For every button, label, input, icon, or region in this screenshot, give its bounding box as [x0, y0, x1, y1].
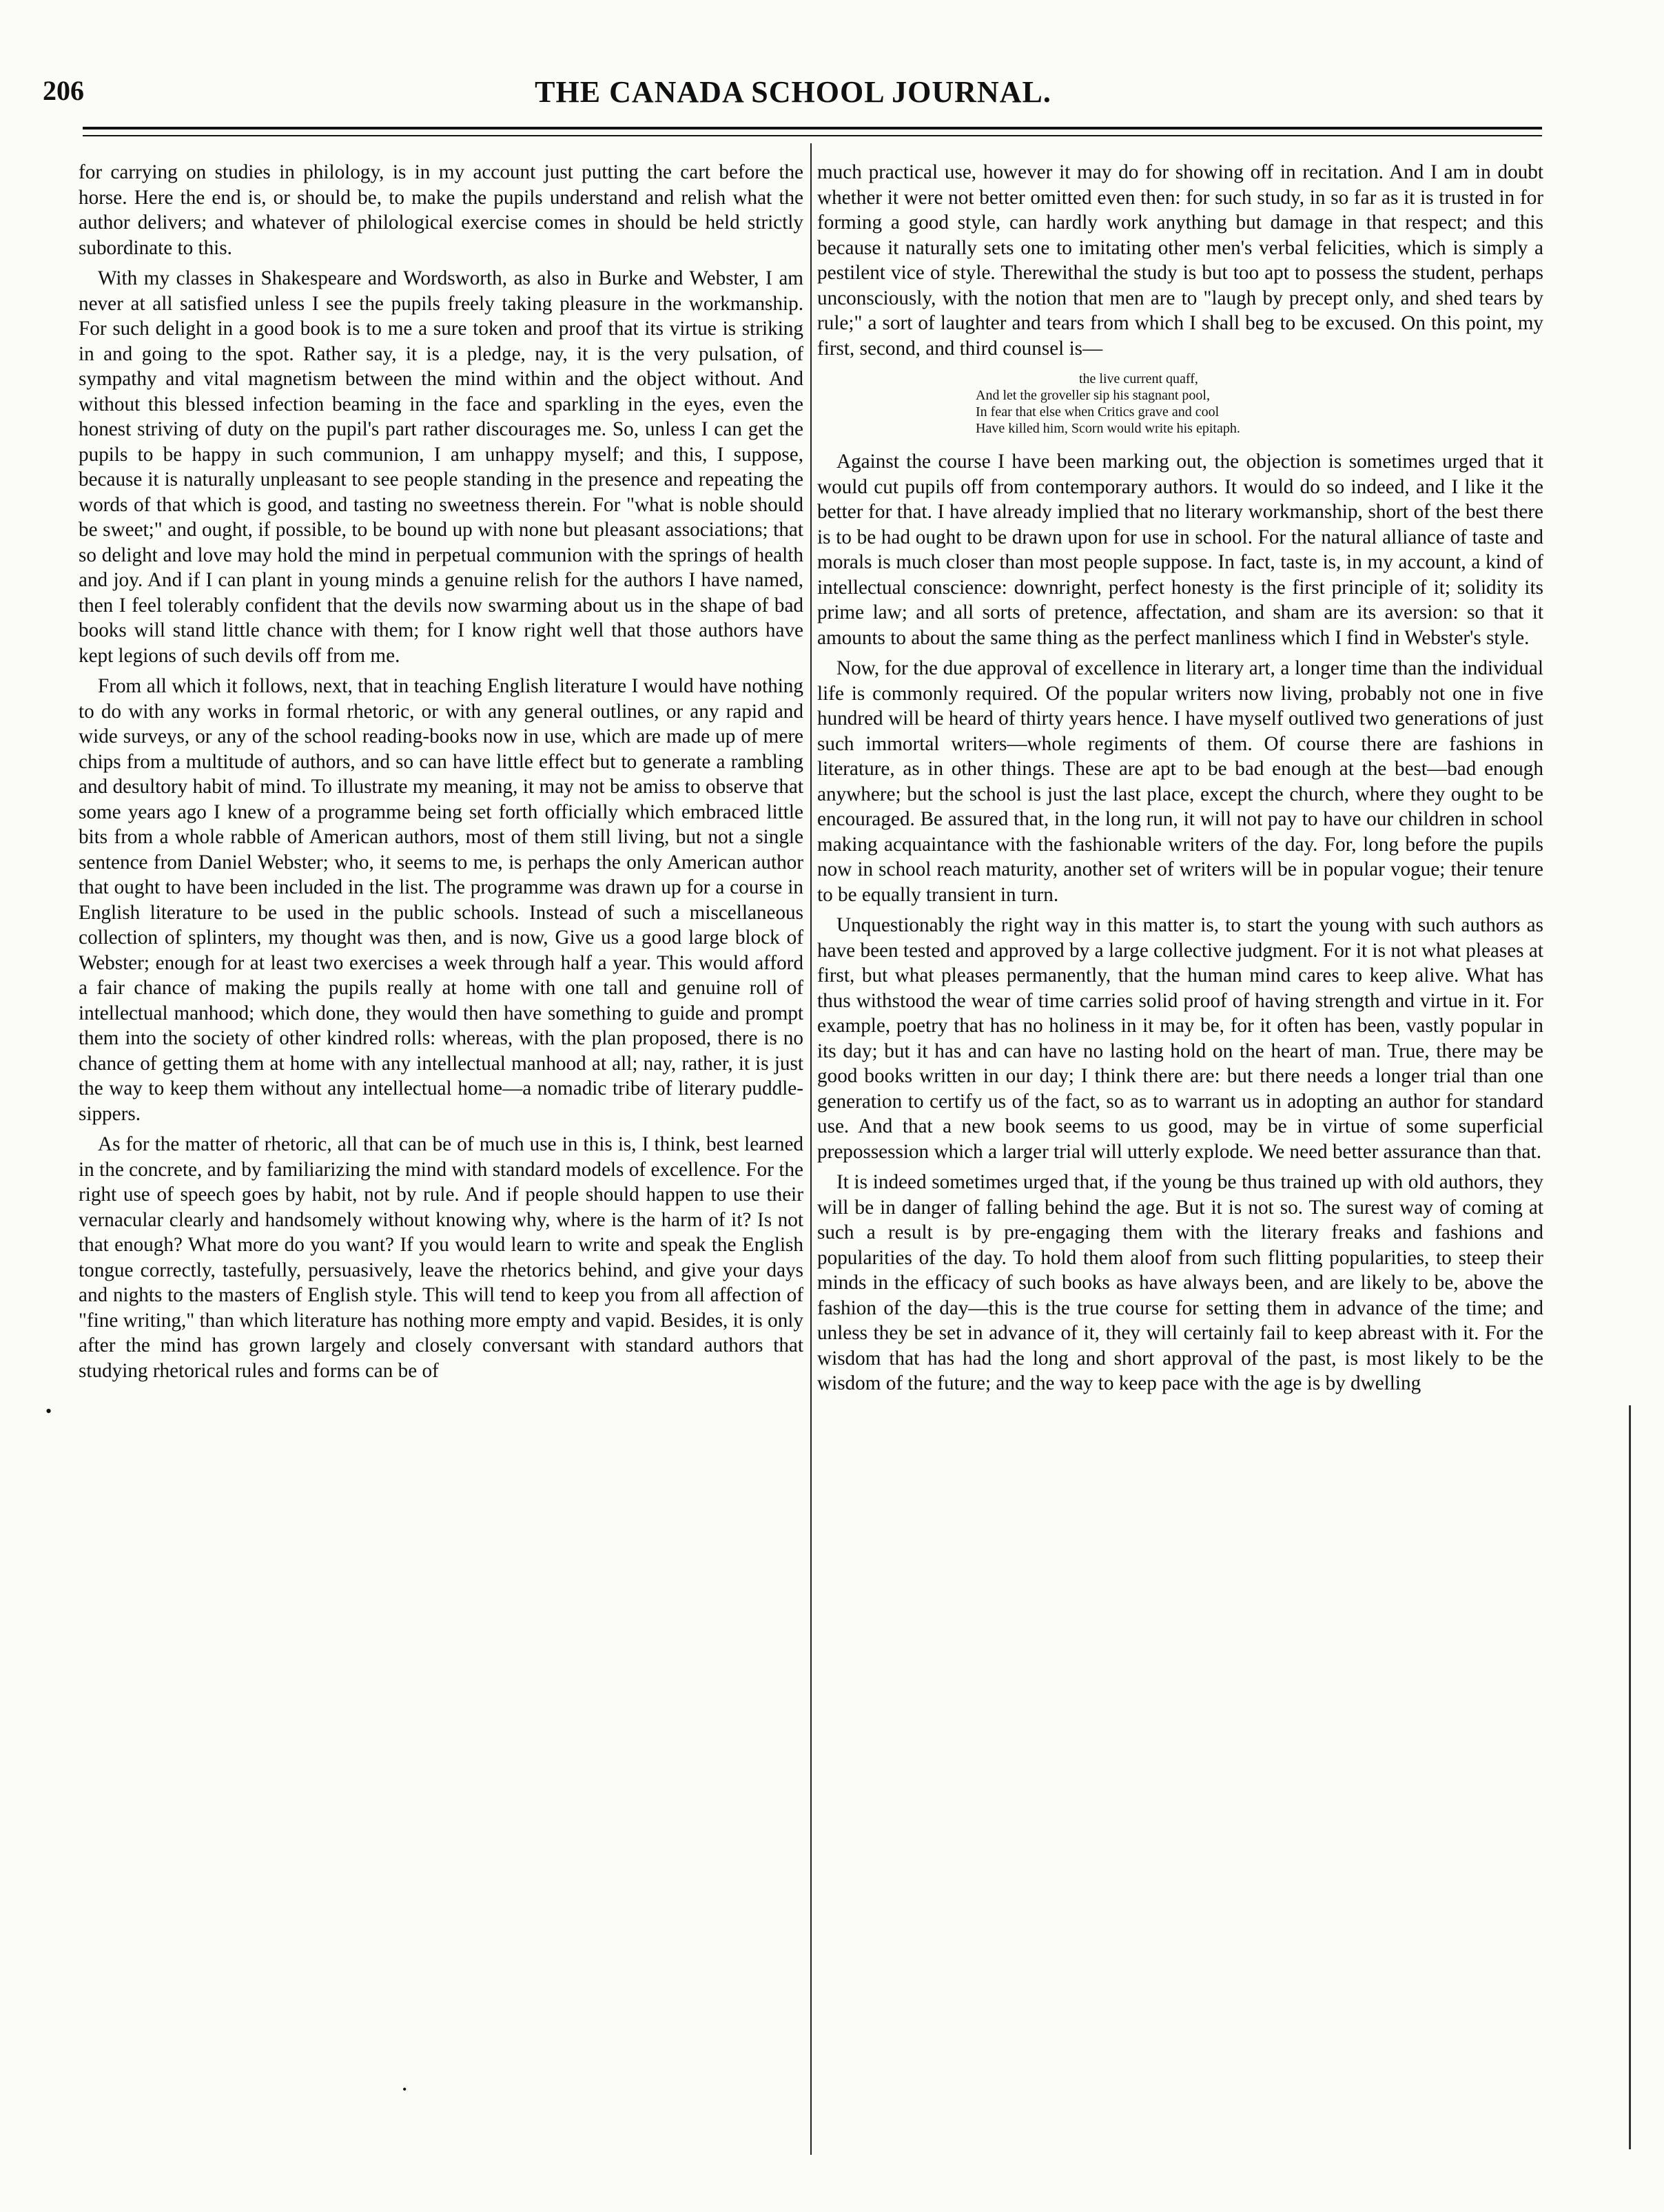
left-paragraph-4: As for the matter of rhetoric, all that can be of much use in this is, I think, best learned in the concrete, and by familiarizing the mind with standard models of excellence. For the right use of speech goes by habit, not by rule. And if people should happen to use their vernacular clearly and handsomely without knowing why, where is the harm of it? Is not that enough? What more do you want? If you would learn to write and speak the English tongue correctly, tastefully, persuasively, leave the rhetorics behind, and give your days and nights to the masters of English style. This will tend to keep you from all affection of "fine writing," than which literature has nothing more empty and vapid. Besides, it is only after the mind has grown largely and closely conversant with standard authors that studying rhetorical rules and forms can be of	[79, 1133, 803, 1382]
right-column	[817, 160, 1543, 1396]
page-number: 206	[43, 75, 84, 106]
right-paragraph-3: Unquestionably the right way in this matter is, to start the young with such authors as have been tested and approved by a large collective judgment. For it is not what pleases at first, but what pleases permanently, that the human mind cares to keep alive. What has thus withstood the wear of time carries solid proof of having strength and virtue in it. For example, poetry that has no holiness in it may be, for it often has been, vastly popular in its day; but it has and can have no lasting hold on the heart of man. True, there may be good books written in our day; I think there are: but there needs a longer trial than one generation to certify us of the fact, so as to warrant us in adopting an author for standard use. And that a new book seems to us good, may be in virtue of some superficial prepossession which a larger trial will utterly explode. We need better assurance than that.	[817, 914, 1543, 1163]
margin-dot-mark: •	[45, 1401, 52, 1421]
journal-title: THE CANADA SCHOOL JOURNAL.	[535, 75, 1051, 109]
left-paragraph-2: With my classes in Shakespeare and Wordsworth, as also in Burke and Webster, I am never at all satisfied unless I see the pupils freely taking pleasure in the workmanship. For such delight in a good book is to me a sure token and proof that its virtue is striking in and going to the spot. Rather say, it is a pledge, nay, it is the very pulsation, of sympathy and vital magnetism between the mind within and the object without. And without this blessed infection beaming in the face and sparkling in the eyes, even the honest striving of duty on the pupil's part rather discourages me. So, unless I can get the pupils to be happy in such communion, I am unhappy myself; and this, I suppose, because it is naturally unpleasant to see people standing in the presence and repeating the words of that which is good, and tasting no sweetness therein. For "what is noble should be sweet;" and ought, if possible, to be bound up with none but pleasant associations; that so delight and love may hold the mind in perpetual communion with the springs of health and joy. And if I can plant in young minds a genuine relish for the authors I have named, then I feel tolerably confident that the devils now swarming about us in the shape of bad books will stand little chance with them; for I know right well that those authors have kept legions of such devils off from me.	[79, 267, 803, 667]
right-paragraph-2: Now, for the due approval of excellence in literary art, a longer time than the individual life is commonly required. Of the popular writers now living, probably not one in five hundred will be heard of thirty years hence. I have myself outlived two generations of just such immortal writers—whole regiments of them. Of course there are fashions in literature, as in other things. These are apt to be bad enough at the best—bad enough anywhere; but the school is just the last place, except the church, where they ought to be encouraged. Be assured that, in the long run, it will not pay to have our children in school making acquaintance with the fashionable writers of the day. For, long before the pupils now in school reach maturity, another set of writers will be in popular vogue; their tenure to be equally transient in turn.	[817, 657, 1543, 906]
left-column	[79, 160, 803, 1383]
right-paragraph-intro: much practical use, however it may do for showing off in recitation. And I am in doubt whether it were not better omitted even then: for such study, in so far as it is trusted in for forming a good style, can hardly work anything but damage in that respect; and this because it naturally sets one to imitating other men's verbal felicities, which is simply a pestilent vice of style. Therewithal the study is but too apt to possess the student, perhaps unconsciously, with the notion that men are to "laugh by precept only, and shed tears by rule;" a sort of laughter and tears from which I shall beg to be excused. On this point, my first, second, and third counsel is—	[817, 161, 1543, 360]
right-paragraph-4: It is indeed sometimes urged that, if the young be thus trained up with old authors, they will be in danger of falling behind the age. But it is not so. The surest way of coming at such a result is by pre-engaging them with the literary freaks and fashions and popularities of the day. To hold them aloof from such flitting popularities, to steep their minds in the efficacy of such books as have always been, and are likely to be, above the fashion of the day—this is the true course for setting them in advance of the time; and unless they be set in advance of it, they will certainly fail to keep abreast with it. For the wisdom that has had the long and short approval of the past, is most likely to be the wisdom of the future; and the way to keep pace with the age is by dwelling	[817, 1171, 1543, 1394]
column-divider	[810, 143, 812, 2155]
right-paragraph-1: Against the course I have been marking out, the objection is sometimes urged that it would cut pupils off from contemporary authors. It would do so indeed, and I like it the better for that. I have already implied that no literary workmanship, short of the best there is to be had ought to be drawn upon for use in school. For the natural alliance of taste and morals is much closer than most people suppose. In fact, taste is, in my account, a kind of intellectual conscience: downright, perfect honesty is the first principle of it; solidity its prime law; and all sorts of pretence, affectation, and sham are its aversion: so that it amounts to about the same thing as the perfect manliness which I find in Webster's style.	[817, 451, 1543, 649]
verse-quote	[976, 371, 1543, 437]
page-header	[43, 74, 1543, 116]
header-rule-thin	[83, 135, 1542, 136]
verse-line-3: In fear that else when Critics grave and cool	[976, 404, 1220, 420]
left-paragraph-3: From all which it follows, next, that in teaching English literature I would have nothing to do with any works in formal rhetoric, or with any general outlines, or any rapid and wide surveys, or any of the school reading-books now in use, which are made up of mere chips from a multitude of authors, and so can have little effect but to generate a rambling and desultory habit of mind. To illustrate my meaning, it may not be amiss to observe that some years ago I knew of a programme being set forth officially which embraced little bits from a whole rabble of American authors, most of them still living, but not a single sentence from Daniel Webster; who, it seems to me, is perhaps the only American author that ought to have been included in the list. The programme was drawn up for a course in English literature to be used in the public schools. Instead of such a miscellaneous collection of splinters, my thought was then, and is now, Give us a good large block of Webster; enough for at least two exercises a week through half a year. This would afford a fair chance of making the pupils really at home with one tall and genuine roll of intellectual manhood; which done, they would then have something to guide and prompt them into the society of other kindred rolls: whereas, with the plan proposed, there is no chance of getting them at home with any intellectual manhood at all; nay, rather, it is just the way to keep them without any intellectual home—a nomadic tribe of literary puddle-sippers.	[79, 675, 803, 1125]
footer-dot-mark: •	[402, 2082, 407, 2096]
left-paragraph-1: for carrying on studies in philology, is in my account just putting the cart before the horse. Here the end is, or should be, to make the pupils understand and relish what the author delivers; and whatever of philological exercise comes in should be held strictly subordinate to this.	[79, 161, 803, 259]
verse-line-1: the live current quaff,	[1079, 371, 1198, 386]
right-edge-line	[1629, 1405, 1631, 2149]
header-rule-thick	[83, 127, 1542, 130]
verse-line-4: Have killed him, Scorn would write his epitaph.	[976, 421, 1240, 436]
verse-line-2: And let the groveller sip his stagnant pool,	[976, 388, 1210, 403]
